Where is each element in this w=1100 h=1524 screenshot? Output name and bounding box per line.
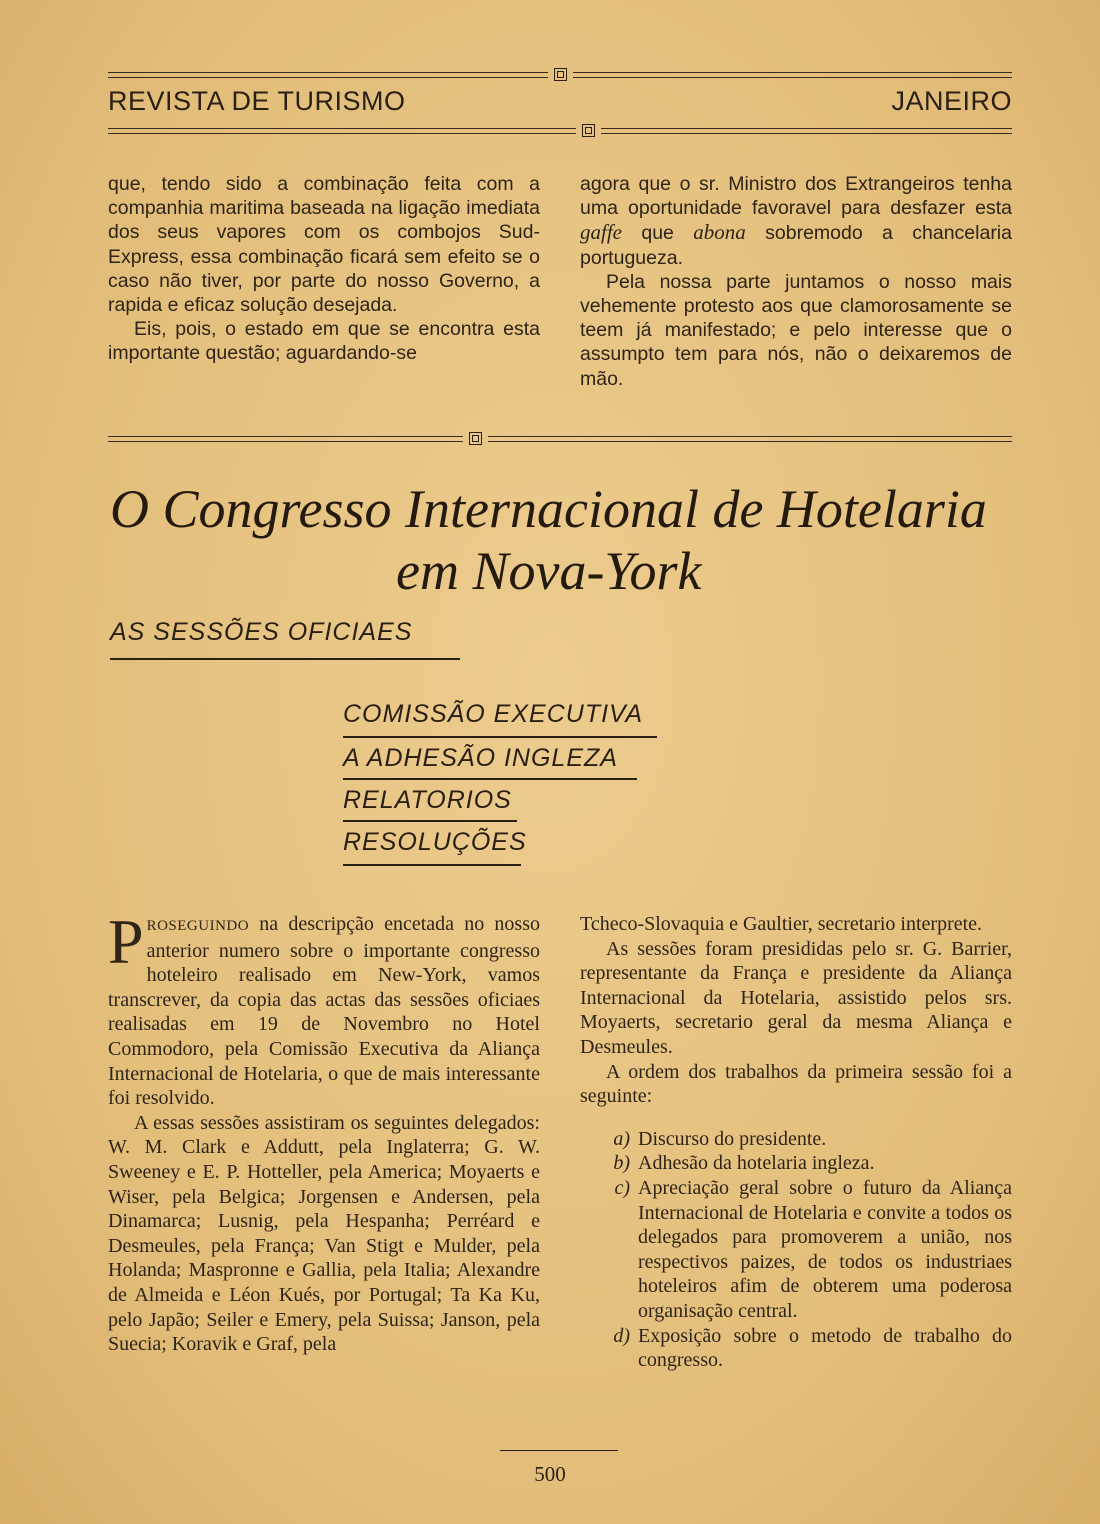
- footer-rule: [500, 1450, 618, 1451]
- underline: [110, 658, 460, 660]
- underline: [343, 778, 637, 780]
- underline: [343, 736, 657, 738]
- body-left-column: [108, 906, 540, 1357]
- item-label: d): [613, 1324, 630, 1347]
- agenda-item: [580, 1176, 1012, 1324]
- agenda-item: [580, 1324, 1012, 1373]
- header-bottom-rule: [108, 124, 1012, 137]
- paragraph: que, tendo sido a combinação feita com a companhia maritima baseada na ligação imediata dos seus vapores com os combojos Sud-Express, essa combinação ficará sem efeito se o caso não tiver, por parte do nosso Governo, a rapida e eficaz solução desejada.: [108, 173, 540, 317]
- text-run: na descripção encetada no nosso anterior numero sobre o importante congresso hoteleiro realisado em New-York, vamos transcrever, da copia das actas das sessões oficiaes realisadas em 19 de Novembro no Hotel Commodoro, pela Comissão Executiva da Aliança Internacional de Hotelaria, o que de mais interessante foi resolvido.: [108, 913, 540, 1110]
- running-title: REVISTA DE TURISMO: [108, 86, 406, 116]
- item-label: a): [613, 1127, 630, 1150]
- drop-cap: P: [108, 906, 144, 977]
- paragraph: [108, 906, 540, 1111]
- top-right-column: [580, 172, 1012, 391]
- running-month: JANEIRO: [891, 86, 1012, 116]
- text-run: que: [622, 222, 694, 245]
- top-left-column: [108, 172, 540, 366]
- paragraph: [580, 172, 1012, 270]
- section-heading: AS SESSÕES OFICIAES: [110, 618, 413, 646]
- paragraph: As sessões foram presididas pelo sr. G. Barrier, representante da França e presidente da Aliança Internacional da Hotelaria, assistido pelos srs. Moyaerts, secretario geral da mesma Aliança e Desmeules.: [580, 937, 1012, 1058]
- agenda-item: [580, 1151, 1012, 1176]
- subhead-2: A ADHESÃO INGLEZA: [343, 744, 618, 772]
- text-run: sobremodo a chancelaria portugueza.: [580, 222, 1012, 269]
- paragraph: A essas sessões assistiram os seguintes delegados: W. M. Clark e Addutt, pela Inglaterra; G. W. Sweeney e E. P. Hotteller, pela America; Moyaerts e Wiser, pela Belgica; Jorgensen e Andersen, pela Dinamarca; Lusnig, pela Hespanha; Perréard e Desmeules, pela França; Van Stigt e Mulder, pela Holanda; Maspronne e Gallia, pela Italia; Alexandre de Almeida e Léon Kués, por Portugal; Ta Ka Ku, pelo Japão; Seiler e Emery, pela Suissa; Janson, pela Suecia; Koravik e Graf, pela: [108, 1111, 540, 1356]
- ornament-icon: [554, 68, 567, 81]
- item-text: Exposição sobre o metodo de trabalho do congresso.: [638, 1324, 1012, 1372]
- subhead-3: RELATORIOS: [343, 786, 512, 814]
- underline: [343, 820, 517, 822]
- subhead-4: RESOLUÇÕES: [343, 828, 527, 856]
- ornament-icon: [582, 124, 595, 137]
- underline: [343, 864, 521, 866]
- paragraph: A ordem dos trabalhos da primeira sessão foi a seguinte:: [580, 1060, 1012, 1108]
- double-rule: [601, 128, 1012, 134]
- italic-term: gaffe: [580, 220, 622, 245]
- item-label: b): [613, 1152, 630, 1175]
- ornament-icon: [469, 432, 482, 445]
- agenda-item: [580, 1127, 1012, 1152]
- item-text: Apreciação geral sobre o futuro da Aliança Internacional de Hotelaria e convite a todos os delegados para promoverem a união, nos respectivos paizes, de todos os industriaes hoteleiros afim de obterem uma poderosa organisação central.: [638, 1176, 1012, 1322]
- paragraph: Pela nossa parte juntamos o nosso mais vehemente protesto aos que clamorosamente se teem já manifestado; e pelo interesse que o assumpto tem para nós, não o deixaremos de mão.: [580, 270, 1012, 390]
- paragraph: Eis, pois, o estado em que se encontra esta importante questão; aguardando-se: [108, 318, 540, 365]
- item-text: Adhesão da hotelaria ingleza.: [638, 1152, 875, 1175]
- article-title-line2: em Nova-York: [396, 541, 702, 601]
- double-rule: [488, 436, 1012, 442]
- page-number: 500: [534, 1462, 566, 1486]
- article-title-line1: O Congresso Internacional de Hotelaria: [110, 479, 987, 539]
- double-rule: [108, 128, 576, 134]
- small-caps-word: ROSEGUINDO: [146, 918, 250, 934]
- section-divider: [108, 432, 1012, 445]
- text-run: agora que o sr. Ministro dos Extrangeiros tenha uma oportunidade favoravel para desfazer esta: [580, 173, 1012, 220]
- paragraph: Tcheco-Slovaquia e Gaultier, secretario interprete.: [580, 913, 983, 935]
- body-right-column: [580, 912, 1012, 1373]
- double-rule: [108, 436, 463, 442]
- double-rule: [573, 72, 1013, 78]
- double-rule: [108, 72, 548, 78]
- italic-term: abona: [693, 220, 746, 245]
- item-label: c): [614, 1176, 630, 1199]
- item-text: Discurso do presidente.: [638, 1127, 827, 1150]
- header-top-rule: [108, 68, 1012, 81]
- subhead-1: COMISSÃO EXECUTIVA: [343, 700, 644, 728]
